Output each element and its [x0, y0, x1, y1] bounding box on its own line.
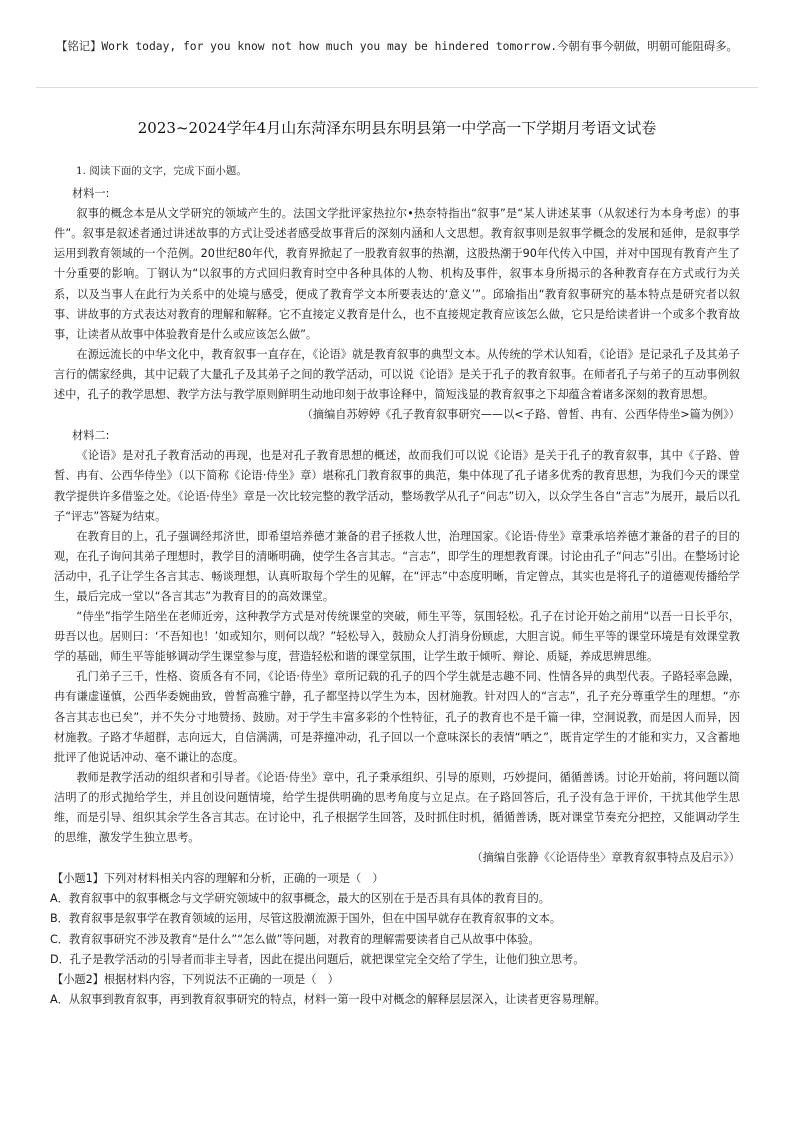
subquestion-1-option-b: B．教育叙事是叙事学在教育领域的运用，尽管这股潮流源于国外，但在中国早就存在教育叙事的文本。: [50, 912, 562, 926]
subquestion-1-stem: 【小题1】下列对材料相关内容的理解和分析，正确的一项是（ ）: [52, 872, 384, 886]
subquestion-2-stem: 【小题2】根据材料内容，下列说法不正确的一项是（ ）: [52, 972, 339, 986]
subquestion-1-option-c: C．教育叙事研究不涉及教育“是什么”“怎么做”等问题，对教育的理解需要读者自己从故事中体验。: [50, 932, 540, 946]
material2-paragraph: 孔门弟子三千，性格、资质各有不同，《论语·侍坐》章所记载的孔子的四个学生就是志趣不同、性情各异的典型代表。子路轻率急躁，冉有谦虚谨慎，公西华委婉曲致，曾皙高雅宁静，孔子都坚持以学生为本，因材施教。针对四人的“言志”，孔子充分尊重学生的理想。“亦各言其志也已矣”，并不失分寸地赞扬、鼓励。对于学生丰富多彩的个性特征，孔子的教育也不是千篇一律，空洞说教，而是因人而异，因材施教。子路才华超群，志向远大，自信满满，可是莽撞冲动，孔子回以一个意味深长的表情“哂之”，既肯定学生的才能和实力，又含蓄地批评了他说话冲动、毫不谦让的态度。: [54, 670, 740, 764]
material1-label: 材料一:: [72, 187, 110, 201]
material2-source: （摘编自张静《〈论语侍坐〉章教育叙事特点及启示》）: [471, 851, 740, 865]
material2-paragraph: “侍坐”指学生陪坐在老师近旁，这种教学方式是对传统课堂的突破，师生平等，氛围轻松。孔子在讨论开始之前用“以吾一日长乎尔，毋吾以也。居则曰：‘不吾知也！’如或知尔，则何以哉？”轻松导入，鼓励众人打消身份顾虑，大胆言说。师生平等的课堂环境是有效课堂教学的基础，师生平等能够调动学生课堂参与度，营造轻松和谐的课堂氛围，让学生敢于倾听、辩论、质疑，养成思辨思维。: [54, 610, 740, 664]
subquestion-1-option-a: A．教育叙事中的叙事概念与文学研究领域中的叙事概念，最大的区别在于是否具有具体的教育目的。: [50, 892, 550, 906]
question-body: [50, 161, 740, 1010]
header-divider: [36, 87, 758, 88]
subquestion-1-option-d: D．孔子是教学活动的引导者而非主导者，因此在提出问题后，就把课堂完全交给了学生，让他们独立思考。: [50, 952, 585, 966]
material2-label: 材料二:: [72, 429, 110, 443]
exam-title: 2023~2024学年4月山东菏泽东明县东明县第一中学高一下学期月考语文试卷: [137, 119, 657, 137]
material1-paragraph: 在源远流长的中华文化中，教育叙事一直存在，《论语》就是教育叙事的典型文本。从传统的学术认知看，《论语》是记录孔子及其弟子言行的儒家经典，其中记载了大量孔子及其弟子之间的教学活动，可以说《论语》是关于孔子的教育叙事。在师者孔子与弟子的互动事例叙述中，孔子的教学思想、教学方法与教学原则鲜明生动地印刻于故事诠释中，简短浅显的教育叙事之下却蕴含着诸多深刻的教育思想。: [54, 347, 740, 402]
material2-paragraph: 在教育目的上，孔子强调经邦济世，即希望培养德才兼备的君子拯救人世，治理国家。《论语·侍坐》章秉承培养德才兼备的君子的目的观，在孔子询问其弟子理想时，教学目的清晰明确，使学生各言其志。“言志”，即学生的理想教育课。讨论由孔子“问志”引出。在整场讨论活动中，孔子让学生各言其志、畅谈理想，认真听取每个学生的见解，在“评志”中态度明晰，肯定曾点，其实也是将孔子的道德观传播给学生，最后完成一堂以“各言其志”为教育目的的高效课堂。: [54, 529, 740, 603]
material2-paragraph: 教师是教学活动的组织者和引导者。《论语·侍坐》章中，孔子秉承组织、引导的原则，巧妙提问，循循善诱。讨论开始前，将问题以简洁明了的形式抛给学生，并且创设问题情境，给学生提供明确的思考角度与立足点。在子路回答后，孔子没有急于评价，干扰其他学生思维，而是引导、组织其余学生各言其志。在讨论中，孔子根据学生回答，及时抓住时机，循循善诱，既对课堂节奏充分把控，又能调动学生的思维，激发学生独立思考。: [54, 770, 740, 845]
question-intro: 1. 阅读下面的文字，完成下面小题。: [76, 165, 247, 177]
motto-banner: 【铭记】Work today, for you know not how much you may be hindered tomorrow.今朝有事今朝做，明朝可能阻碍多。: [56, 40, 738, 53]
material1-source: （摘编自苏婷婷《孔子教育叙事研究——以<子路、曾皙、冉有、公西华侍坐>篇为例》）: [301, 408, 740, 422]
subquestion-2-option-a: A．从叙事到教育叙事，再到教育叙事研究的特点，材料一第一段中对概念的解释层层深入，让读者更容易理解。: [50, 992, 606, 1006]
material1-paragraph: 叙事的概念本是从文学研究的领域产生的。法国文学批评家热拉尔•热奈特指出“叙事”是“某人讲述某事（从叙述行为本身考虑）的事件”。叙事是叙述者通过讲述故事的方式让受述者感受故事背后的深刻内涵和人文思想。教育叙事则是叙事学概念的发展和延伸，是叙事学运用到教育领域的一个范例。20世纪80年代，教育界掀起了一股教育叙事的热潮，这股热潮于90年代传入中国，并对中国现有教育产生了十分重要的影响。丁钢认为“以叙事的方式回归教育时空中各种具体的人物、机构及事件，叙事本身所揭示的各种教育存在方式或行为关系，以及当事人在此行为关系中的处境与感受，便成了教育学文本所要表达的‘意义’”。邱瑜指出“教育叙事研究的基本特点是研究者以叙事、讲故事的方式表达对教育的理解和解释。它不直接定义教育是什么，也不直接规定教育应该怎么做，它只是给读者讲一个或多个教育故事，让读者从故事中体验教育是什么或应该怎么做”。: [54, 207, 740, 341]
material2-paragraph: 《论语》是对孔子教育活动的再现，也是对孔子教育思想的概述，故而我们可以说《论语》是关于孔子的教育叙事，其中《子路、曾皙、冉有、公西华侍坐》（以下简称《论语·侍坐》章）堪称孔门教育叙事的典范，集中体现了孔子诸多优秀的教育思想，为我们今天的课堂教学提供许多借鉴之处。《论语·侍坐》章是一次比较完整的教学活动，整场教学从孔子“问志”切入，以众学生各自“言志”为展开，最后以孔子“评志”答疑为结束。: [54, 449, 740, 523]
